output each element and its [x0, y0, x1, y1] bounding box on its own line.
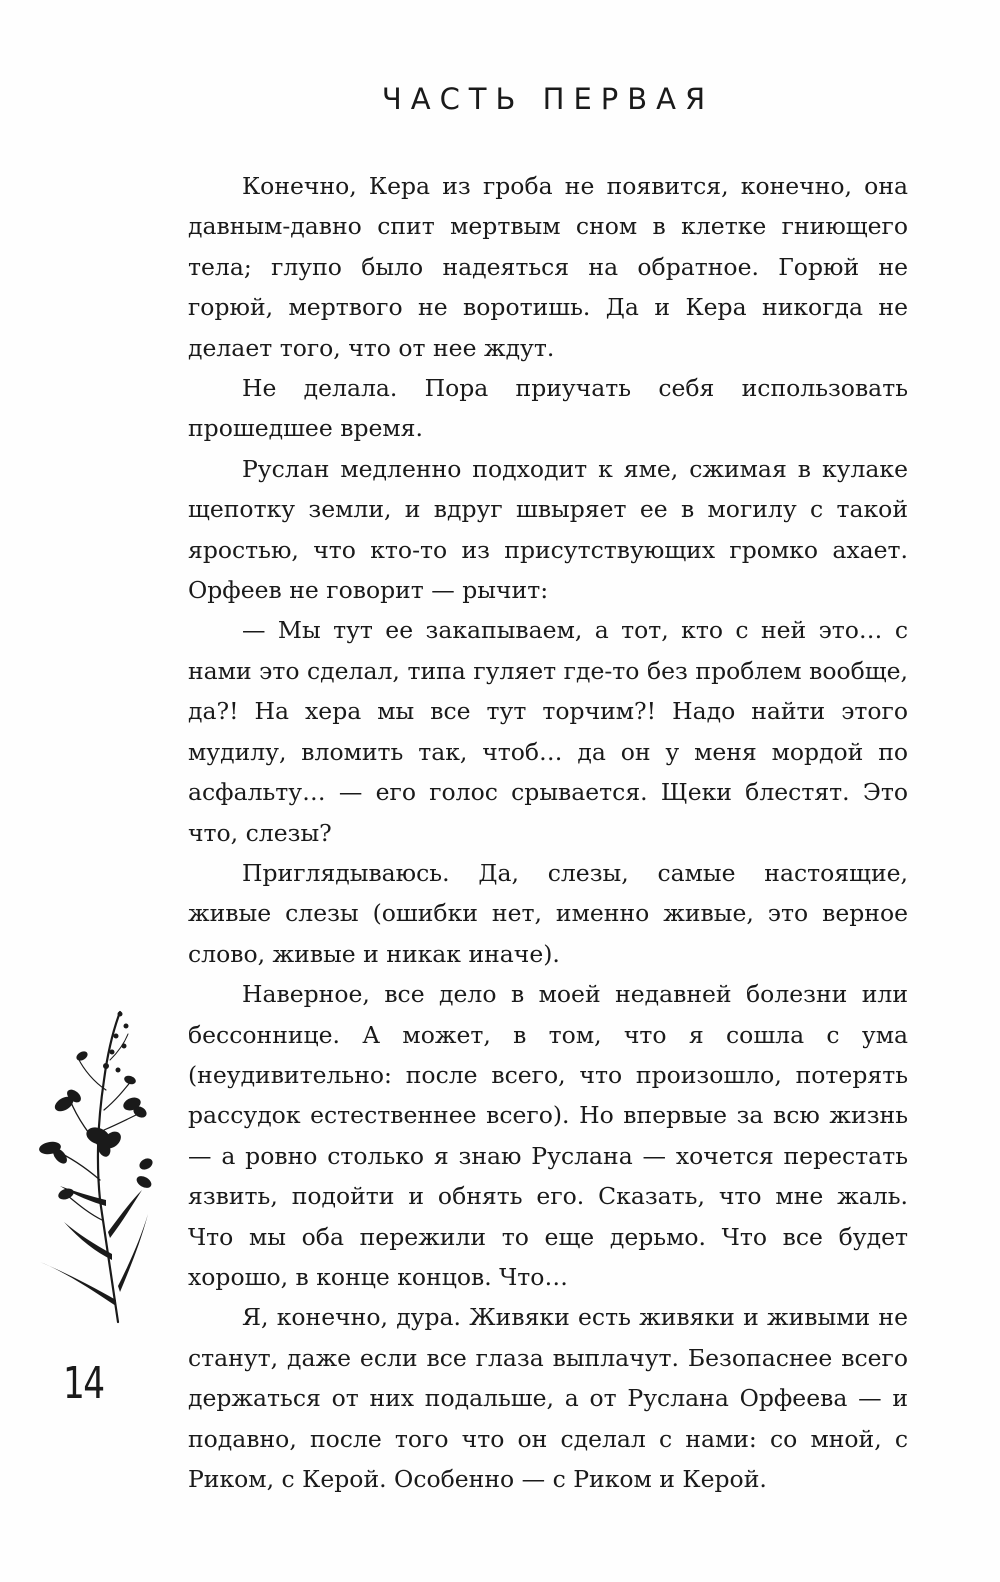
paragraph: Приглядываюсь. Да, слезы, самые настоящие, живые слезы (ошибки нет, именно живые, это верное слово, живые и никак иначе). — [188, 858, 908, 968]
paragraph: Руслан медленно подходит к яме, сжимая в кулаке щепотку земли, и вдруг швыряет ее в могилу с такой яростью, что кто-то из присутствующих громко ахает. Орфеев не говорит — рычит: — [188, 454, 908, 605]
fireweed-flower-illustration-icon — [20, 1000, 160, 1340]
paragraph: Не делала. Пора приучать себя использовать прошедшее время. — [188, 374, 908, 443]
body-text — [188, 166, 908, 1499]
paragraph: Наверное, все дело в моей недавней болезни или бессоннице. А может, в том, что я сошла с ума (неудивительно: после всего, что произошло, потерять рассудок естественнее всего). Но впервые за всю жизнь — а ровно столько я знаю Руслана — хочется перестать язвить, подойти и обнять его. Сказать, что мне жаль. Что мы оба пережили то еще дерьмо. Что все будет хорошо, в конце концов. Что… — [188, 980, 908, 1291]
page-number: 14 — [63, 1358, 104, 1409]
paragraph: Я, конечно, дура. Живяки есть живяки и живыми не станут, даже если все глаза выплачут. Безопаснее всего держаться от них подальше, а от Руслана Орфеева — и подавно, после того что он сделал с нами: со мной, с Риком, с Керой. Особенно — с Риком и Керой. — [188, 1303, 908, 1493]
paragraph: Конечно, Кера из гроба не появится, конечно, она давным-давно спит мертвым сном в клетке гниющего тела; глупо было надеяться на обратное. Горюй не горюй, мертвого не воротишь. Да и Кера никогда не делает того, что от нее ждут. — [188, 172, 908, 362]
dialogue-paragraph: — Мы тут ее закапываем, а тот, кто с ней это… с нами это сделал, типа гуляет где-то без проблем вообще, да?! На хера мы все тут торчим?! Надо найти этого мудилу, вломить так, чтоб… да он у меня мордой по асфальту… — его голос срывается. Щеки блестят. Это что, слезы? — [188, 616, 908, 847]
running-head: ЧАСТЬ ПЕРВАЯ — [381, 82, 715, 116]
